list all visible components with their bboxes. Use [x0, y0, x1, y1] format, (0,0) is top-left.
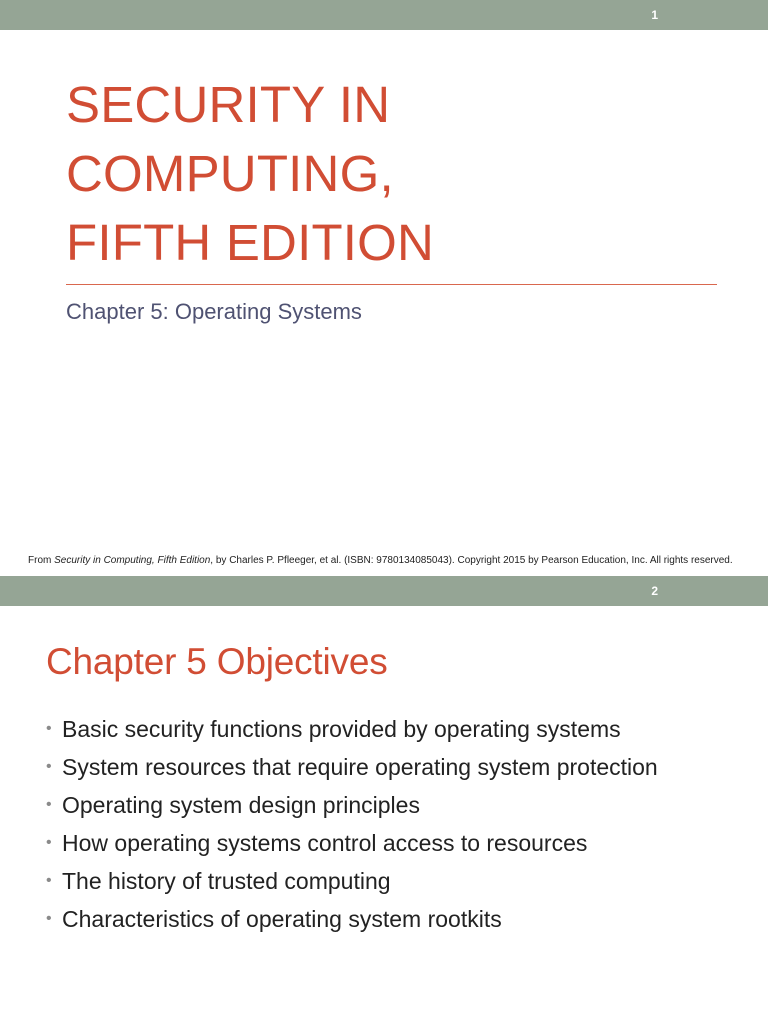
- list-item-text: How operating systems control access to resources: [62, 830, 588, 856]
- bullet-icon: •: [46, 796, 52, 813]
- title-line: FIFTH EDITION: [66, 214, 435, 271]
- bullet-icon: •: [46, 872, 52, 889]
- list-item: [46, 866, 726, 896]
- footer-prefix: From: [28, 555, 55, 566]
- bullet-icon: •: [46, 910, 52, 927]
- bullet-icon: •: [46, 834, 52, 851]
- list-item-text: Basic security functions provided by operating systems: [62, 716, 621, 742]
- bullet-icon: •: [46, 720, 52, 737]
- slide-1-header-bar: [0, 0, 768, 30]
- slide-2-title: Chapter 5 Objectives: [46, 641, 388, 682]
- footer-book-title: Security in Computing, Fifth Edition: [54, 555, 211, 566]
- list-item: [46, 790, 726, 820]
- slide-1-title: [66, 70, 706, 277]
- title-line: SECURITY IN: [66, 76, 391, 133]
- objectives-list: [46, 714, 726, 942]
- footer-suffix: , by Charles P. Pfleeger, et al. (ISBN: 9780134085043). Copyright 2015 by Pearson Education, Inc. All rights reserved.: [210, 555, 733, 566]
- list-item: [46, 714, 726, 744]
- bullet-icon: •: [46, 758, 52, 775]
- list-item-text: Operating system design principles: [62, 792, 420, 818]
- list-item: [46, 828, 726, 858]
- title-divider: [66, 284, 717, 285]
- slide-2-page-number: 2: [651, 584, 658, 598]
- slide-1-subtitle: Chapter 5: Operating Systems: [66, 299, 362, 324]
- list-item-text: Characteristics of operating system rootkits: [62, 906, 502, 932]
- list-item: [46, 752, 726, 782]
- slide-1-page-number: 1: [651, 8, 658, 22]
- title-line: COMPUTING,: [66, 145, 394, 202]
- copyright-footer: [28, 555, 733, 566]
- list-item-text: System resources that require operating system protection: [62, 754, 658, 780]
- list-item: [46, 904, 726, 934]
- slide-2-header-bar: [0, 576, 768, 606]
- slide-2: [0, 576, 768, 1024]
- list-item-text: The history of trusted computing: [62, 868, 391, 894]
